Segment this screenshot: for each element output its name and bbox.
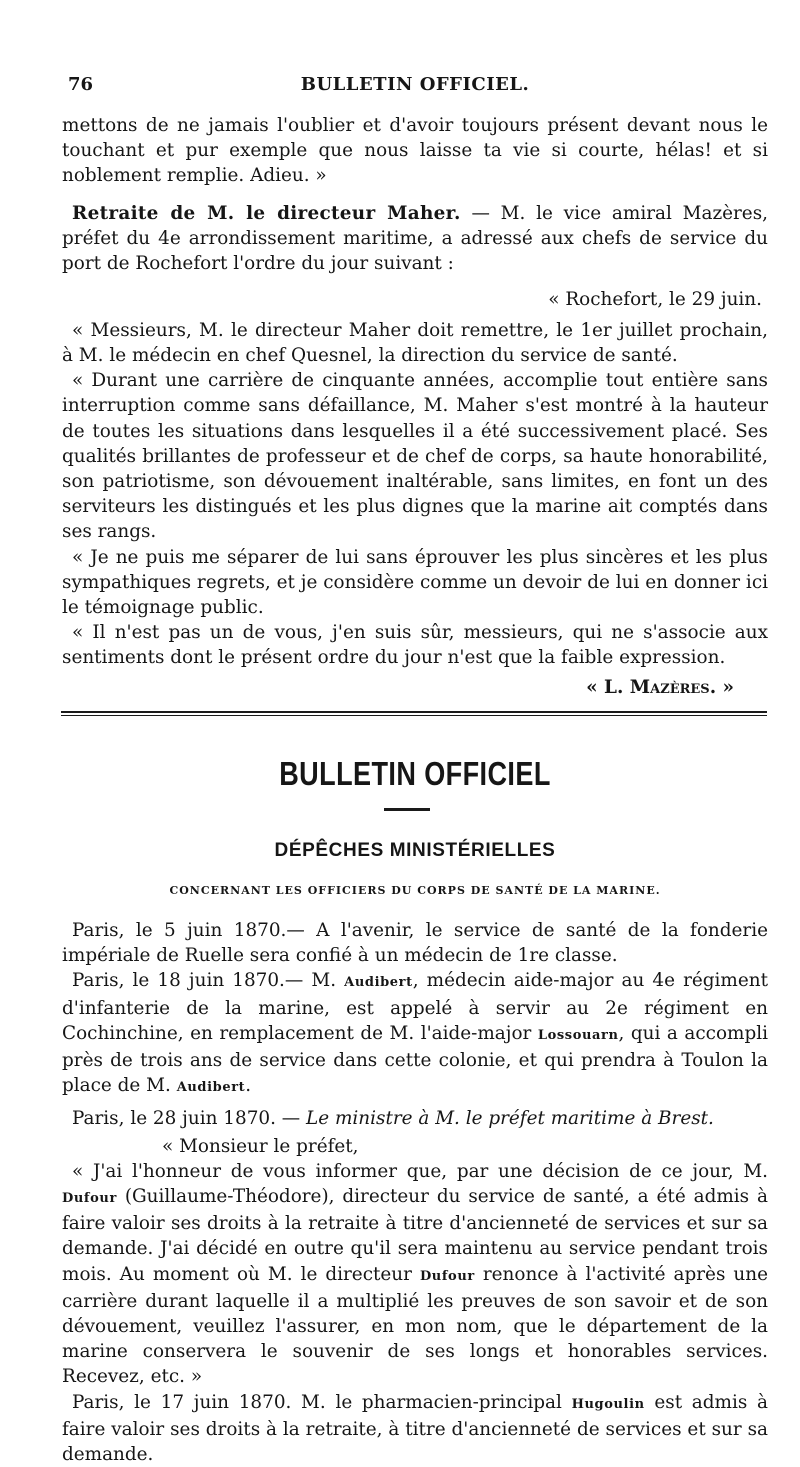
- retirement-intro-paragraph: [62, 201, 768, 277]
- title-rule: [384, 808, 430, 811]
- order-paragraph-4: « Il n'est pas un de vous, j'en suis sûr, messieurs, qui ne s'associe aux sentiments dont le présent ordre du jour n'est que la faible expression.: [62, 622, 768, 669]
- person-name: Hugoulin: [571, 1396, 645, 1412]
- entry2-text: , qui a accompli près de trois ans de service dans cette colonie, et qui prendra à Toulon la place de M.: [62, 1022, 768, 1097]
- top-paragraph: mettons de ne jamais l'oublier et d'avoir toujours présent devant nous le touchant et pur exemple que nous laisse ta vie si courte, hélas! et si noblement remplie. Adieu. »: [62, 115, 768, 187]
- dispatch-entry-4: [62, 1390, 768, 1467]
- person-name: Dufour: [62, 1191, 117, 1207]
- dispatches: [62, 918, 768, 1467]
- letter-text: (Guillaume-Théodore), directeur du service de santé, a été admis à faire valoir ses droits à la retraite à titre d'ancienneté de services et sur sa demande. J'ai décidé en outre qu'il sera maintenu au service pendant trois mois. Au moment où M. le directeur: [62, 1186, 768, 1285]
- entry2-end: .: [245, 1075, 252, 1097]
- dateline: « Rochefort, le 29 juin.: [548, 288, 762, 310]
- retirement-intro: — M. le vice amiral Mazères, préfet du 4e arrondissement maritime, a adressé aux chefs de service du port de Rochefort l'ordre du jour suivant :: [62, 203, 768, 275]
- bulletin-title: BULLETIN OFFICIEL: [279, 755, 551, 792]
- letter-text: « J'ai l'honneur de vous informer que, par une décision de ce jour, M.: [72, 1160, 768, 1182]
- subsection-title: CONCERNANT LES OFFICIERS DU CORPS DE SANTÉ DE LA MARINE.: [169, 884, 661, 897]
- retirement-notice: [62, 201, 768, 700]
- dispatch-entry-1: Paris, le 5 juin 1870.— A l'avenir, le service de santé de la fonderie impériale de Ruelle sera confié à un médecin de 1re classe.: [62, 920, 768, 967]
- order-paragraph-1: « Messieurs, M. le directeur Maher doit remettre, le 1er juillet prochain, à M. le médecin en chef Quesnel, la direction du service de santé.: [62, 319, 768, 367]
- page-number: 76: [68, 74, 94, 95]
- entry2-date: Paris, le 18 juin 1870.— M.: [72, 970, 337, 992]
- entry2-text: , médecin aide-major au 4e régiment d'infanterie de la marine, est appelé à servir au 2e régiment en Cochinchine, en remplacement de M. l'aide-major: [62, 970, 768, 1044]
- running-title: BULLETIN OFFICIEL.: [300, 74, 530, 95]
- dispatch-entry-2: [62, 968, 768, 1100]
- retirement-heading: Retraite de M. le directeur Maher.: [72, 203, 461, 224]
- entry4-text: est admis à faire valoir ses droits à la retraite, à titre d'ancienneté de services et sur sa demande.: [62, 1391, 768, 1466]
- continued-paragraph: [62, 113, 768, 189]
- letter-text: renonce à l'activité après une carrière durant laquelle il a multiplié les preuves de son savoir et de son dévouement, veuillez l'assurer, en mon nom, que le département de la marine conservera le souvenir de ses longs et honorables services. Recevez, etc. »: [62, 1263, 768, 1388]
- person-name: Dufour: [419, 1268, 475, 1284]
- person-name: Lossouarn: [537, 1027, 619, 1043]
- entry3-date: Paris, le 28 juin 1870. —: [72, 1108, 301, 1130]
- person-name: Audibert: [344, 975, 413, 991]
- section-divider: [61, 711, 767, 716]
- order-paragraph-3: « Je ne puis me séparer de lui sans éprouver les plus sincères et les plus sympathiques regrets, et je considère comme un devoir de lui en donner ici le témoignage public.: [62, 546, 768, 619]
- entry3-addressee: Le ministre à M. le préfet maritime à Brest.: [306, 1108, 714, 1130]
- signature: « L. Mazères. »: [586, 676, 734, 698]
- person-name: Audibert: [176, 1080, 246, 1096]
- entry4-text: Paris, le 17 juin 1870. M. le pharmacien-principal: [72, 1391, 562, 1413]
- page-header: [62, 74, 768, 102]
- section-title: DÉPÊCHES MINISTÉRIELLES: [274, 840, 556, 861]
- salutation: « Monsieur le préfet,: [162, 1135, 359, 1157]
- order-paragraph-2: « Durant une carrière de cinquante années, accomplie tout entière sans interruption comme sans défaillance, M. Maher s'est montré à la hauteur de toutes les situations dans lesquelles il a été successivement placé. Ses qualités brillantes de professeur et de chef de corps, sa haute honorabilité, son patriotisme, son dévouement inaltérable, sans limites, en font un des serviteurs les distingués et les plus dignes que la marine ait comptés dans ses rangs.: [62, 370, 768, 543]
- dispatch-entry-3: [62, 1106, 768, 1131]
- letter-body: [62, 1159, 768, 1390]
